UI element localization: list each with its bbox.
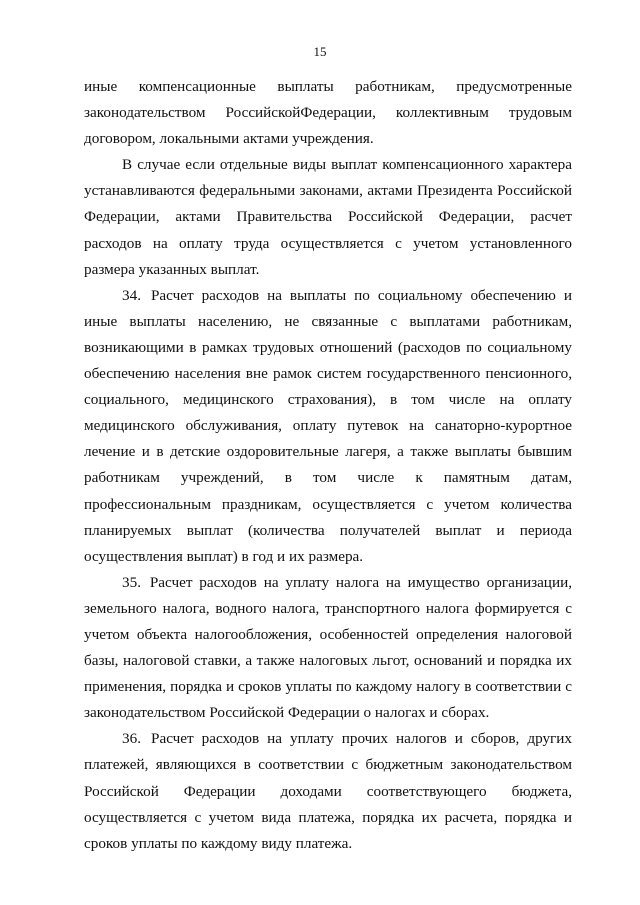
paragraph-35 <box>84 570 572 727</box>
paragraph-number: 36. <box>122 730 141 748</box>
paragraph-continuation <box>84 74 572 152</box>
paragraph-compensation-note <box>84 152 572 282</box>
paragraph-number: 34. <box>122 286 141 304</box>
paragraph-text: Расчет расходов на уплату налога на имущество организации, земельного налога, водного налога, транспортного налога формируется с учетом объекта налогообложения, особенностей определения налоговой базы, налоговой ставки, а также налоговых льгот, оснований и порядка их применения, порядка и сроков уплаты по каждому налогу в соответствии с законодательством Российской Федерации о налогах и сборах. <box>84 573 572 722</box>
document-body <box>84 74 572 857</box>
paragraph-text: В случае если отдельные виды выплат компенсационного характера устанавливаются федеральными законами, актами Президента Российской Федерации, актами Правительства Российской Федерации, расчет расходов на оплату труда осуществляется с учетом установленного размера указанных выплат. <box>84 156 572 278</box>
paragraph-34 <box>84 283 572 570</box>
paragraph-36 <box>84 726 572 856</box>
page-number: 15 <box>313 44 327 59</box>
paragraph-text: иные компенсационные выплаты работникам, предусмотренные законодательством РоссийскойФедерации, коллективным трудовым договором, локальными актами учреждения. <box>84 78 572 148</box>
paragraph-text: Расчет расходов на выплаты по социальному обеспечению и иные выплаты населению, не связанные с выплатами работникам, возникающими в рамках трудовых отношений (расходов по социальному обеспечению населения вне рамок систем государственного пенсионного, социального, медицинского страхования), в том числе на оплату медицинского обслуживания, оплату путевок на санаторно-курортное лечение и в детские оздоровительные лагеря, а также выплаты бывшим работникам учреждений, в том числе к памятным датам, профессиональным праздникам, осуществляется с учетом количества планируемых выплат (количества получателей выплат и периода осуществления выплат) в год и их размера. <box>84 286 573 565</box>
paragraph-number: 35. <box>122 573 141 591</box>
paragraph-text: Расчет расходов на уплату прочих налогов и сборов, других платежей, являющихся в соответствии с бюджетным законодательством Российской Федерации доходами соответствующего бюджета, осуществляется с учетом вида платежа, порядка их расчета, порядка и сроков уплаты по каждому виду платежа. <box>84 730 573 852</box>
